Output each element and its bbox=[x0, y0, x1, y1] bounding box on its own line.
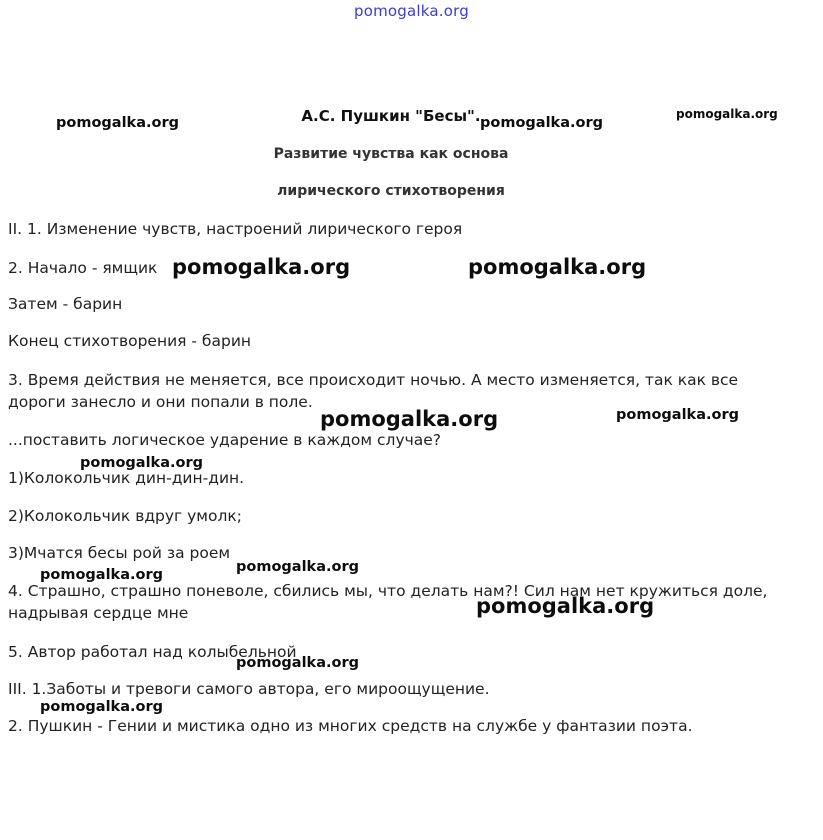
text-line-1: II. 1. Изменение чувств, настроений лирического героя bbox=[8, 220, 463, 238]
watermark: pomogalka.org bbox=[468, 255, 647, 279]
watermark: pomogalka.org bbox=[476, 594, 655, 618]
watermark: pomogalka.org bbox=[320, 407, 499, 431]
watermark: pomogalka.org bbox=[236, 559, 359, 575]
watermark: pomogalka.org bbox=[236, 655, 359, 671]
text-line-4: Конец стихотворения - барин bbox=[8, 332, 252, 350]
text-line-6: ...поставить логическое ударение в каждом случае? bbox=[8, 431, 442, 449]
text-line-8: 2)Колокольчик вдруг умолк; bbox=[8, 507, 242, 525]
watermark: pomogalka.org bbox=[40, 567, 163, 583]
text-line-2: 2. Начало - ямщик bbox=[8, 259, 158, 277]
watermark: pomogalka.org bbox=[676, 107, 778, 121]
document-title: А.С. Пушкин "Бесы". bbox=[301, 107, 481, 125]
watermark: pomogalka.org bbox=[80, 455, 203, 471]
watermark: pomogalka.org bbox=[40, 699, 163, 715]
text-line-13: 2. Пушкин - Гении и мистика одно из многих средств на службе у фантазии поэта. bbox=[8, 717, 693, 735]
site-link[interactable]: pomogalka.org bbox=[354, 2, 469, 20]
text-line-11: 5. Автор работал над колыбельной bbox=[8, 643, 297, 661]
document-subtitle-line1: Развитие чувства как основа bbox=[273, 146, 509, 162]
text-line-10: 4. Страшно, страшно поневоле, сбились мы, что делать нам?! Сил нам нет кружиться доле, надрывая сердце мне bbox=[8, 582, 768, 622]
watermark: pomogalka.org bbox=[616, 407, 739, 423]
watermark: pomogalka.org bbox=[56, 115, 179, 131]
document-subtitle-line2: лирического стихотворения bbox=[277, 183, 505, 199]
text-line-12: III. 1.Заботы и тревоги самого автора, его мироощущение. bbox=[8, 680, 490, 698]
text-line-5: 3. Время действия не меняется, все происходит ночью. А место изменяется, так как все дороги занесло и они попали в поле. bbox=[8, 371, 739, 411]
text-line-9: 3)Мчатся бесы рой за роем bbox=[8, 544, 231, 562]
text-line-3: Затем - барин bbox=[8, 295, 123, 313]
watermark: pomogalka.org bbox=[480, 115, 603, 131]
watermark: pomogalka.org bbox=[172, 255, 351, 279]
text-line-7: 1)Колокольчик дин-дин-дин. bbox=[8, 469, 245, 487]
